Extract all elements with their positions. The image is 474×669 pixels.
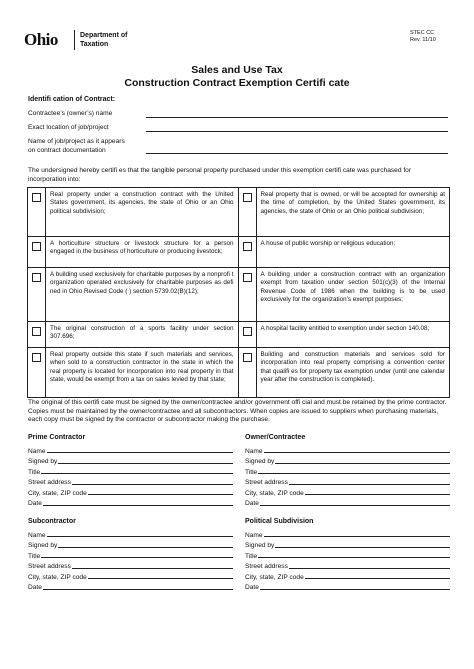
- option-cell: [239, 188, 450, 236]
- option-text: A hospital facility entitled to exemption under section 140.08;: [260, 325, 430, 332]
- party-field-row: [28, 476, 233, 487]
- job-name-label: [28, 138, 125, 155]
- field-label: Signed by: [245, 542, 275, 549]
- field-label: Street address: [245, 479, 288, 486]
- party-field-row: [245, 486, 450, 497]
- option-cell: [28, 268, 239, 321]
- party-field-row: [245, 455, 450, 466]
- form-identifier: [410, 30, 450, 44]
- party-field-row: [245, 581, 450, 592]
- option-checkbox[interactable]: [32, 273, 41, 282]
- party-title: Political Subdivision: [245, 518, 314, 525]
- option-checkbox[interactable]: [32, 193, 41, 202]
- field-label: City, state, ZIP code: [245, 489, 304, 497]
- form-title-line-2: Construction Contract Exemption Certifi cate: [124, 77, 350, 89]
- political-subdivision-block: [245, 518, 450, 591]
- option-text: A horticulture structure or livestock structure for a person engaged in the business of horticulture or producing livestock;: [50, 240, 234, 256]
- department-line-1: Department of: [80, 32, 128, 39]
- department-line-2: Taxation: [80, 41, 109, 48]
- party-field-row: [245, 539, 450, 550]
- field-label: Signed by: [28, 458, 58, 465]
- option-checkbox[interactable]: [243, 193, 252, 202]
- party-field-row: [28, 539, 233, 550]
- field-input-line[interactable]: [41, 473, 233, 474]
- party-field-row: [28, 581, 233, 592]
- field-input-line[interactable]: [289, 484, 450, 485]
- option-cell: [239, 348, 450, 397]
- field-input-line[interactable]: [264, 452, 450, 453]
- field-input-line[interactable]: [258, 473, 450, 474]
- option-text: Real property outside this state if such materials and services, when sold to a construction contractor in the state in which the real property is located for incorporation into real property in that state, would be exempt from a tax on sales levied by that state;: [50, 351, 234, 383]
- field-input-line[interactable]: [41, 557, 233, 558]
- retention-instructions: The original of this certifi cate must be signed by the owner/contractee and/or government offi cial and must be retained by the prime contractor. Copies must be maintained by the owner/contractee and all subcontractors. When copies are issued to suppliers when purchasing materials, each copy must be signed by the contractor or subcontractor making the purchase.: [28, 399, 447, 424]
- field-input-line[interactable]: [305, 494, 450, 495]
- party-field-row: [28, 455, 233, 466]
- party-field-row: [28, 444, 233, 455]
- option-text: A building used exclusively for charitable purposes by a nonprofi t organization operated exclusively for charitable purposes as defi ned in Ohio Revised Code ( ) section 5739.02(B)(12);: [50, 271, 234, 295]
- party-field-row: [28, 549, 233, 560]
- form-revision: Rev. 11/10: [410, 37, 436, 43]
- party-field-row: [245, 570, 450, 581]
- party-field-row: [245, 549, 450, 560]
- option-checkbox[interactable]: [32, 353, 41, 362]
- job-name-label-line-2: on contract documentation: [28, 146, 106, 154]
- party-field-row: [28, 560, 233, 571]
- option-cell: [28, 322, 239, 347]
- party-field-row: [245, 497, 450, 508]
- option-checkbox[interactable]: [32, 242, 41, 251]
- job-name-field[interactable]: [146, 153, 448, 154]
- field-input-line[interactable]: [264, 536, 450, 537]
- field-label: City, state, ZIP code: [28, 489, 87, 497]
- field-label: Signed by: [28, 542, 58, 549]
- option-text: Real property under a construction contract with the United States government, its agencies, the state of Ohio or an Ohio political subdivision;: [50, 191, 234, 215]
- field-label: Date: [28, 584, 42, 591]
- party-title: Subcontractor: [28, 518, 76, 525]
- field-input-line[interactable]: [72, 568, 233, 569]
- exemption-options-grid: [27, 187, 450, 398]
- party-field-row: [28, 570, 233, 581]
- options-row: [28, 268, 449, 322]
- form-title-line-1: Sales and Use Tax: [191, 64, 283, 76]
- option-cell: [239, 268, 450, 321]
- certification-intro: The undersigned hereby certifi es that the tangible personal property purchased under this exemption certifi cate was purchased for incorporation into:: [28, 167, 412, 183]
- field-input-line[interactable]: [305, 578, 450, 579]
- field-label: Name: [245, 447, 263, 455]
- field-input-line[interactable]: [275, 463, 450, 464]
- option-checkbox[interactable]: [243, 242, 252, 251]
- logo-divider: [74, 30, 75, 50]
- field-label: Date: [28, 500, 42, 507]
- options-row: [28, 188, 449, 237]
- options-row: [28, 237, 449, 268]
- ohio-logo: Ohio: [24, 30, 58, 49]
- job-name-label-line-1: Name of job/project as it appears: [28, 138, 125, 145]
- party-title: Owner/Contractee: [245, 434, 306, 441]
- contractee-name-label: Contractee’s (owner’s) name: [28, 110, 113, 117]
- party-field-row: [245, 465, 450, 476]
- option-cell: [28, 237, 239, 267]
- options-row: [28, 348, 449, 397]
- field-input-line[interactable]: [47, 536, 233, 537]
- field-label: Name: [28, 447, 46, 455]
- field-input-line[interactable]: [260, 589, 450, 590]
- option-checkbox[interactable]: [32, 327, 41, 336]
- department-name: [80, 31, 127, 49]
- field-input-line[interactable]: [289, 568, 450, 569]
- option-cell: [28, 348, 239, 397]
- field-input-line[interactable]: [260, 505, 450, 506]
- field-input-line[interactable]: [58, 463, 233, 464]
- option-cell: [239, 237, 450, 267]
- field-label: Title: [245, 468, 258, 476]
- party-field-row: [245, 528, 450, 539]
- option-text: The original construction of a sports facility under section 307.696;: [50, 325, 234, 341]
- party-field-row: [28, 465, 233, 476]
- field-label: Street address: [28, 563, 71, 570]
- option-text: A house of public worship or religious education;: [260, 240, 396, 247]
- field-label: Title: [28, 552, 41, 560]
- field-input-line[interactable]: [275, 547, 450, 548]
- field-input-line[interactable]: [88, 494, 233, 495]
- field-label: Name: [28, 531, 46, 539]
- party-field-row: [245, 476, 450, 487]
- options-row: [28, 322, 449, 348]
- field-label: City, state, ZIP code: [245, 573, 304, 581]
- option-checkbox[interactable]: [243, 273, 252, 282]
- field-input-line[interactable]: [72, 484, 233, 485]
- owner-contractee-block: [245, 434, 450, 507]
- field-label: Date: [245, 500, 259, 507]
- party-field-row: [28, 528, 233, 539]
- option-checkbox[interactable]: [243, 353, 252, 362]
- identification-heading: Identifi cation of Contract:: [28, 96, 116, 103]
- field-input-line[interactable]: [88, 578, 233, 579]
- contractee-name-field[interactable]: [146, 117, 448, 118]
- option-text: A building under a construction contract with an organization exempt from taxation under section 501(c)(3) of the Internal Revenue Code of 1986 when the building is to be used exclusively for the organization’s exempt purposes;: [260, 271, 445, 303]
- party-field-row: [28, 497, 233, 508]
- option-text: Building and construction materials and services sold for incorporation into real property comprising a convention center that qualifi es for property tax exemption under (until one calendar year after the construction is completed).: [260, 351, 445, 383]
- form-code: STEC CC: [410, 30, 435, 36]
- field-input-line[interactable]: [43, 589, 233, 590]
- party-field-row: [28, 486, 233, 497]
- field-label: Signed by: [245, 458, 275, 465]
- field-input-line[interactable]: [258, 557, 450, 558]
- party-field-row: [245, 444, 450, 455]
- option-cell: [239, 322, 450, 347]
- field-input-line[interactable]: [58, 547, 233, 548]
- job-location-label: Exact location of job/project: [28, 124, 109, 131]
- option-text: Real property that is owned, or will be accepted for ownership at the time of completion, by the United States government, its agencies, the state of Ohio or an Ohio political subdivision;: [260, 191, 445, 215]
- party-field-row: [245, 560, 450, 571]
- field-label: Date: [245, 584, 259, 591]
- party-title: Prime Contractor: [28, 434, 86, 441]
- field-input-line[interactable]: [47, 452, 233, 453]
- option-checkbox[interactable]: [243, 327, 252, 336]
- field-label: Title: [28, 468, 41, 476]
- field-label: Street address: [28, 479, 71, 486]
- option-cell: [28, 188, 239, 236]
- subcontractor-block: [28, 518, 233, 591]
- field-input-line[interactable]: [43, 505, 233, 506]
- field-label: City, state, ZIP code: [28, 573, 87, 581]
- field-label: Street address: [245, 563, 288, 570]
- job-location-field[interactable]: [146, 131, 448, 132]
- prime-contractor-block: [28, 434, 233, 507]
- field-label: Title: [245, 552, 258, 560]
- field-label: Name: [245, 531, 263, 539]
